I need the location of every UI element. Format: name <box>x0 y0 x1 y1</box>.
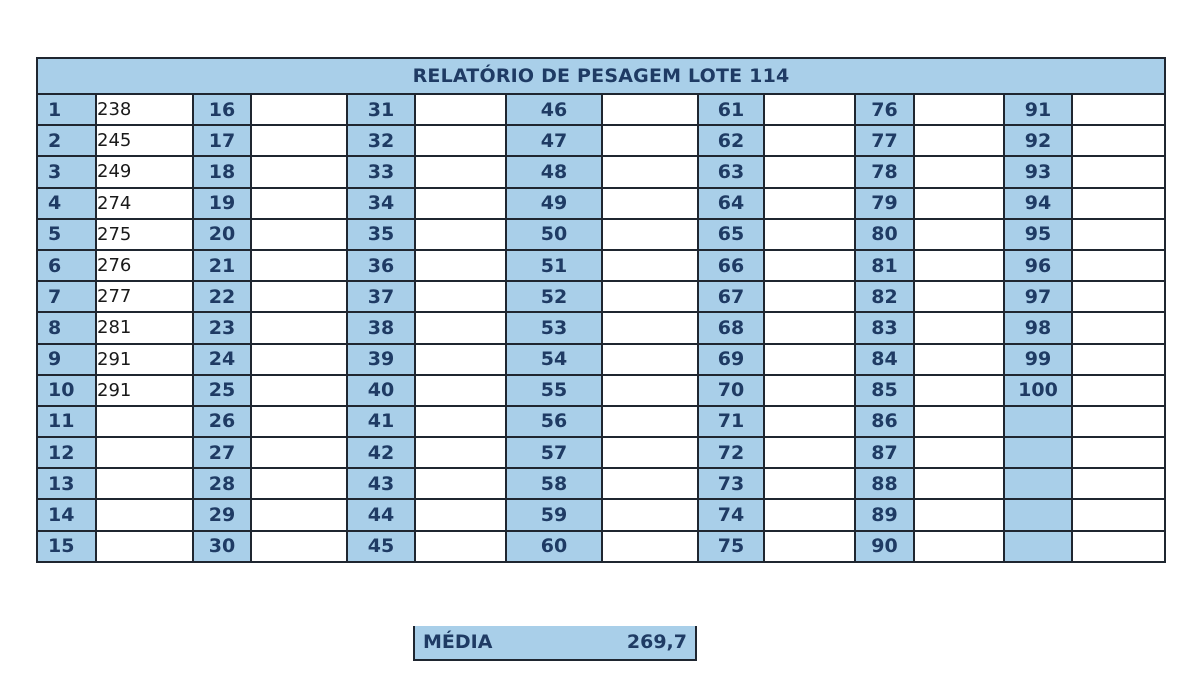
animal-number-cell: 53 <box>506 312 602 343</box>
weight-cell <box>914 312 1004 343</box>
animal-number-cell: 75 <box>698 531 764 562</box>
weight-cell <box>1072 156 1165 187</box>
weight-cell <box>96 406 193 437</box>
average-value: 269,7 <box>626 631 687 653</box>
weight-cell <box>251 375 347 406</box>
animal-number-cell: 43 <box>347 468 415 499</box>
weight-cell <box>914 250 1004 281</box>
table-row <box>37 406 1165 437</box>
weight-cell <box>251 156 347 187</box>
weight-cell <box>251 281 347 312</box>
weight-cell <box>764 437 855 468</box>
animal-number-cell: 49 <box>506 188 602 219</box>
animal-number-cell: 73 <box>698 468 764 499</box>
weight-cell <box>914 406 1004 437</box>
animal-number-cell: 21 <box>193 250 251 281</box>
animal-number-cell: 30 <box>193 531 251 562</box>
weight-cell <box>764 281 855 312</box>
animal-number-cell: 96 <box>1004 250 1072 281</box>
table-row <box>37 125 1165 156</box>
weight-cell <box>602 531 698 562</box>
animal-number-cell: 12 <box>37 437 96 468</box>
weight-cell <box>1072 344 1165 375</box>
weight-cell <box>415 468 506 499</box>
animal-number-cell: 66 <box>698 250 764 281</box>
animal-number-cell: 34 <box>347 188 415 219</box>
table-row <box>37 219 1165 250</box>
animal-number-cell: 62 <box>698 125 764 156</box>
weight-cell <box>415 499 506 530</box>
weight-cell <box>251 125 347 156</box>
weight-cell <box>602 188 698 219</box>
weight-cell <box>914 437 1004 468</box>
animal-number-cell: 84 <box>855 344 914 375</box>
animal-number-cell: 80 <box>855 219 914 250</box>
animal-number-cell: 28 <box>193 468 251 499</box>
weight-cell <box>764 125 855 156</box>
animal-number-cell: 16 <box>193 94 251 125</box>
weight-cell <box>764 94 855 125</box>
weighing-report <box>36 57 1164 563</box>
animal-number-cell: 59 <box>506 499 602 530</box>
weight-cell <box>764 531 855 562</box>
weight-cell <box>764 312 855 343</box>
animal-number-cell: 23 <box>193 312 251 343</box>
weight-cell <box>1072 375 1165 406</box>
animal-number-cell: 7 <box>37 281 96 312</box>
weight-cell: 274 <box>96 188 193 219</box>
weight-cell <box>1072 499 1165 530</box>
animal-number-cell: 2 <box>37 125 96 156</box>
weight-cell <box>602 250 698 281</box>
animal-number-cell: 38 <box>347 312 415 343</box>
animal-number-cell: 11 <box>37 406 96 437</box>
weight-cell <box>914 156 1004 187</box>
animal-number-cell <box>1004 437 1072 468</box>
weight-cell <box>1072 437 1165 468</box>
animal-number-cell: 72 <box>698 437 764 468</box>
animal-number-cell: 58 <box>506 468 602 499</box>
animal-number-cell: 51 <box>506 250 602 281</box>
weight-cell <box>96 437 193 468</box>
animal-number-cell: 39 <box>347 344 415 375</box>
weight-cell <box>1072 406 1165 437</box>
animal-number-cell: 55 <box>506 375 602 406</box>
weight-cell <box>415 281 506 312</box>
animal-number-cell: 44 <box>347 499 415 530</box>
animal-number-cell: 92 <box>1004 125 1072 156</box>
table-row <box>37 375 1165 406</box>
animal-number-cell: 78 <box>855 156 914 187</box>
animal-number-cell: 19 <box>193 188 251 219</box>
weight-cell <box>764 250 855 281</box>
animal-number-cell: 70 <box>698 375 764 406</box>
weight-cell <box>1072 188 1165 219</box>
weight-cell <box>415 531 506 562</box>
average-label: MÉDIA <box>423 631 493 653</box>
animal-number-cell: 37 <box>347 281 415 312</box>
animal-number-cell: 32 <box>347 125 415 156</box>
animal-number-cell: 52 <box>506 281 602 312</box>
animal-number-cell: 3 <box>37 156 96 187</box>
animal-number-cell: 85 <box>855 375 914 406</box>
weight-cell <box>764 375 855 406</box>
average-box <box>413 626 697 661</box>
table-row <box>37 250 1165 281</box>
weight-cell <box>764 188 855 219</box>
animal-number-cell: 13 <box>37 468 96 499</box>
animal-number-cell: 95 <box>1004 219 1072 250</box>
animal-number-cell: 87 <box>855 437 914 468</box>
weight-cell <box>1072 125 1165 156</box>
animal-number-cell: 74 <box>698 499 764 530</box>
weight-cell <box>415 312 506 343</box>
animal-number-cell: 47 <box>506 125 602 156</box>
weight-cell: 245 <box>96 125 193 156</box>
weight-cell <box>914 188 1004 219</box>
animal-number-cell: 20 <box>193 219 251 250</box>
weight-cell <box>415 94 506 125</box>
weight-cell <box>602 468 698 499</box>
table-row <box>37 156 1165 187</box>
animal-number-cell <box>1004 499 1072 530</box>
animal-number-cell: 54 <box>506 344 602 375</box>
report-title: RELATÓRIO DE PESAGEM LOTE 114 <box>37 58 1165 94</box>
table-row <box>37 468 1165 499</box>
animal-number-cell: 25 <box>193 375 251 406</box>
animal-number-cell: 67 <box>698 281 764 312</box>
weight-cell <box>1072 281 1165 312</box>
weight-cell <box>251 406 347 437</box>
weight-cell <box>914 499 1004 530</box>
weight-cell <box>96 468 193 499</box>
weight-cell <box>415 219 506 250</box>
weight-cell <box>415 156 506 187</box>
weight-cell <box>602 406 698 437</box>
animal-number-cell: 6 <box>37 250 96 281</box>
weight-cell <box>415 188 506 219</box>
weight-cell <box>251 219 347 250</box>
animal-number-cell: 99 <box>1004 344 1072 375</box>
weight-cell <box>602 281 698 312</box>
weight-cell <box>914 125 1004 156</box>
animal-number-cell: 90 <box>855 531 914 562</box>
animal-number-cell: 41 <box>347 406 415 437</box>
animal-number-cell: 42 <box>347 437 415 468</box>
weight-cell: 238 <box>96 94 193 125</box>
animal-number-cell: 91 <box>1004 94 1072 125</box>
weight-cell <box>415 375 506 406</box>
weight-cell <box>1072 468 1165 499</box>
weight-cell <box>415 406 506 437</box>
weight-cell <box>914 94 1004 125</box>
animal-number-cell <box>1004 468 1072 499</box>
weight-cell <box>914 219 1004 250</box>
animal-number-cell: 82 <box>855 281 914 312</box>
weight-cell <box>764 468 855 499</box>
animal-number-cell: 100 <box>1004 375 1072 406</box>
weight-cell <box>251 531 347 562</box>
weight-cell <box>415 125 506 156</box>
weight-cell <box>1072 250 1165 281</box>
weight-cell <box>602 219 698 250</box>
animal-number-cell: 60 <box>506 531 602 562</box>
weight-cell <box>1072 312 1165 343</box>
weight-cell <box>251 94 347 125</box>
animal-number-cell: 97 <box>1004 281 1072 312</box>
animal-number-cell: 98 <box>1004 312 1072 343</box>
weight-cell <box>251 437 347 468</box>
animal-number-cell: 46 <box>506 94 602 125</box>
weight-cell <box>602 94 698 125</box>
title-row <box>37 58 1165 94</box>
weighing-table <box>36 57 1166 563</box>
animal-number-cell: 89 <box>855 499 914 530</box>
animal-number-cell: 61 <box>698 94 764 125</box>
animal-number-cell: 10 <box>37 375 96 406</box>
animal-number-cell: 45 <box>347 531 415 562</box>
weight-cell <box>602 344 698 375</box>
animal-number-cell: 79 <box>855 188 914 219</box>
weight-cell <box>96 499 193 530</box>
table-row <box>37 188 1165 219</box>
weight-cell <box>914 344 1004 375</box>
animal-number-cell: 93 <box>1004 156 1072 187</box>
animal-number-cell: 81 <box>855 250 914 281</box>
animal-number-cell: 40 <box>347 375 415 406</box>
animal-number-cell: 86 <box>855 406 914 437</box>
animal-number-cell: 69 <box>698 344 764 375</box>
animal-number-cell: 8 <box>37 312 96 343</box>
animal-number-cell: 94 <box>1004 188 1072 219</box>
animal-number-cell: 4 <box>37 188 96 219</box>
weight-cell <box>1072 94 1165 125</box>
animal-number-cell: 63 <box>698 156 764 187</box>
weight-cell <box>251 250 347 281</box>
animal-number-cell: 76 <box>855 94 914 125</box>
weight-cell <box>415 344 506 375</box>
weight-cell <box>251 344 347 375</box>
weight-cell <box>96 531 193 562</box>
animal-number-cell: 50 <box>506 219 602 250</box>
table-row <box>37 281 1165 312</box>
animal-number-cell: 17 <box>193 125 251 156</box>
animal-number-cell: 15 <box>37 531 96 562</box>
animal-number-cell: 35 <box>347 219 415 250</box>
weight-cell <box>251 468 347 499</box>
animal-number-cell: 65 <box>698 219 764 250</box>
weight-cell <box>602 499 698 530</box>
weight-cell <box>764 499 855 530</box>
weight-cell <box>415 437 506 468</box>
weight-cell: 275 <box>96 219 193 250</box>
weight-cell <box>764 344 855 375</box>
animal-number-cell: 27 <box>193 437 251 468</box>
table-row <box>37 531 1165 562</box>
animal-number-cell: 26 <box>193 406 251 437</box>
table-row <box>37 437 1165 468</box>
animal-number-cell: 36 <box>347 250 415 281</box>
animal-number-cell: 24 <box>193 344 251 375</box>
weight-cell <box>415 250 506 281</box>
weight-cell <box>602 156 698 187</box>
weight-cell <box>914 468 1004 499</box>
animal-number-cell: 1 <box>37 94 96 125</box>
animal-number-cell: 88 <box>855 468 914 499</box>
weight-cell <box>602 437 698 468</box>
weight-cell: 291 <box>96 344 193 375</box>
animal-number-cell: 14 <box>37 499 96 530</box>
animal-number-cell: 9 <box>37 344 96 375</box>
animal-number-cell: 71 <box>698 406 764 437</box>
weight-cell <box>602 375 698 406</box>
weight-cell <box>602 125 698 156</box>
weight-cell <box>251 499 347 530</box>
animal-number-cell: 5 <box>37 219 96 250</box>
animal-number-cell: 77 <box>855 125 914 156</box>
animal-number-cell: 29 <box>193 499 251 530</box>
animal-number-cell: 48 <box>506 156 602 187</box>
weight-cell <box>251 312 347 343</box>
animal-number-cell: 33 <box>347 156 415 187</box>
table-row <box>37 312 1165 343</box>
weight-cell <box>764 219 855 250</box>
animal-number-cell: 64 <box>698 188 764 219</box>
animal-number-cell: 31 <box>347 94 415 125</box>
weight-cell <box>914 281 1004 312</box>
weight-cell: 281 <box>96 312 193 343</box>
animal-number-cell: 57 <box>506 437 602 468</box>
table-row <box>37 344 1165 375</box>
animal-number-cell <box>1004 406 1072 437</box>
weight-cell <box>914 375 1004 406</box>
weight-cell <box>914 531 1004 562</box>
table-row <box>37 499 1165 530</box>
weight-cell <box>1072 531 1165 562</box>
animal-number-cell <box>1004 531 1072 562</box>
weight-cell <box>251 188 347 219</box>
weight-cell: 276 <box>96 250 193 281</box>
animal-number-cell: 22 <box>193 281 251 312</box>
weight-cell: 249 <box>96 156 193 187</box>
weight-cell <box>602 312 698 343</box>
animal-number-cell: 83 <box>855 312 914 343</box>
animal-number-cell: 68 <box>698 312 764 343</box>
weight-cell <box>764 406 855 437</box>
animal-number-cell: 56 <box>506 406 602 437</box>
weight-cell <box>1072 219 1165 250</box>
animal-number-cell: 18 <box>193 156 251 187</box>
weight-cell: 277 <box>96 281 193 312</box>
table-row <box>37 94 1165 125</box>
weight-cell <box>764 156 855 187</box>
weight-cell: 291 <box>96 375 193 406</box>
